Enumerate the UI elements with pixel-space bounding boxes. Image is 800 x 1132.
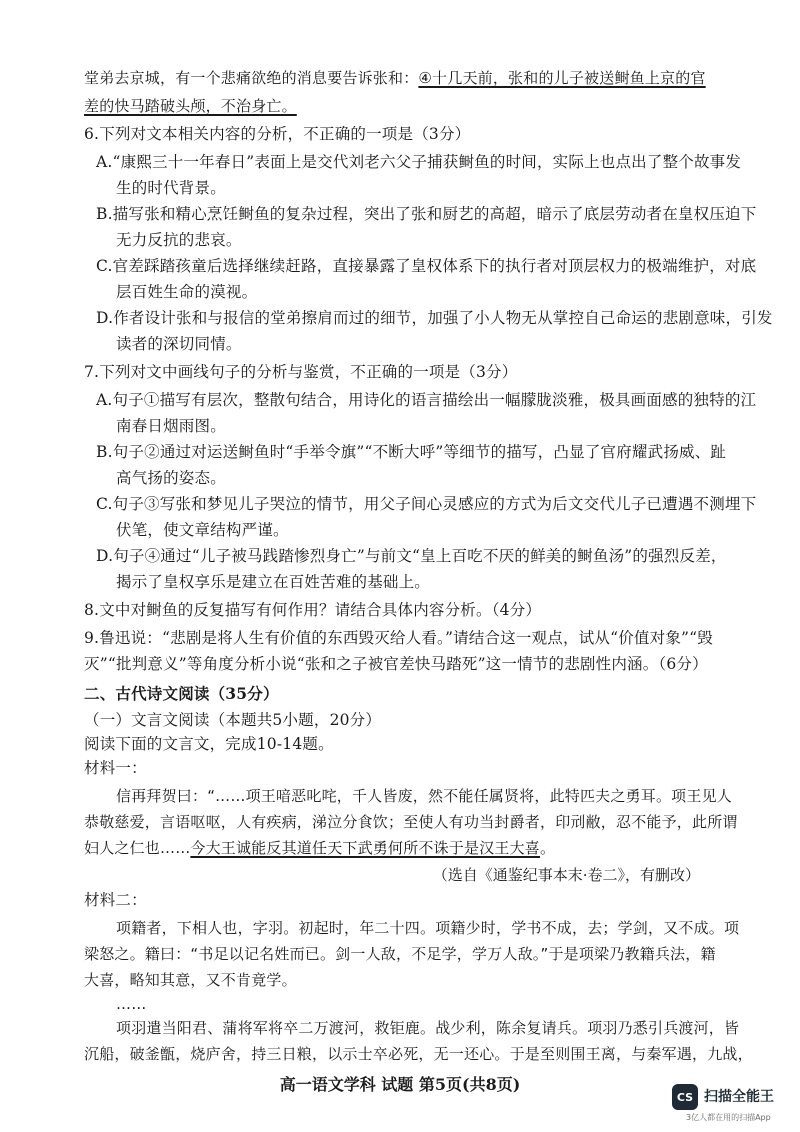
underlined-sentence-4-part2: 差的快马踏破头颅，不治身亡。 (84, 97, 297, 115)
section-2-subtitle: （一）文言文阅读（本题共5小题，20分） (84, 711, 382, 729)
q6-option-b-line1: B.描写张和精心烹饪鲥鱼的复杂过程，突出了张和厨艺的高超，暗示了底层劳动者在皇权压迫下 (96, 205, 757, 223)
material-1-line3-end: 。 (540, 839, 556, 857)
q7-option-d-line1: D.句子④通过“儿子被马践踏惨烈身亡”与前文“皇上百吃不厌的鲜美的鲥鱼汤”的强烈反差， (96, 547, 727, 565)
q6-option-a-line2: 生的时代背景。 (116, 179, 226, 197)
scanner-watermark (672, 1084, 792, 1124)
top-line-1-text: 堂弟去京城，有一个悲痛欲绝的消息要告诉张和： (84, 69, 419, 87)
underlined-punctuation-sentence: 今大王诚能反其道任天下武勇何所不诛于是汉王大喜 (190, 839, 541, 857)
page-footer: 高一语文学科 试题 第5页(共8页) (279, 1075, 521, 1094)
underlined-sentence-4-part1: ④十几天前，张和的儿子被送鲥鱼上京的官 (418, 69, 706, 87)
scanner-brand-tagline: 3亿人都在用的扫描App (686, 1113, 771, 1122)
material-1-line1: 信再拜贺曰：“……项王喑恶叱咤，千人皆废，然不能任属贤将，此特匹夫之勇耳。项王见人 (116, 787, 732, 805)
question-8-stem: 8.文中对鲥鱼的反复描写有何作用？请结合具体内容分析。（4分） (84, 601, 542, 619)
scanner-brand-name: 扫描全能王 (704, 1089, 774, 1105)
q7-option-d-line2: 揭示了皇权享乐是建立在百姓苦难的基础上。 (116, 573, 431, 591)
q6-option-d-line2: 读者的深切同情。 (116, 335, 242, 353)
material-1-label: 材料一： (84, 759, 147, 777)
material-2-line1: 项籍者，下相人也，字羽。初起时，年二十四。项籍少时，学书不成，去；学剑，又不成。项 (116, 919, 740, 937)
q7-option-a-line2: 南春日烟雨图。 (116, 417, 226, 435)
material-1-source: （选自《通鉴纪事本末·卷二》，有删改） (432, 866, 700, 884)
q6-option-c-line1: C.官差踩踏孩童后选择继续赶路，直接暴露了皇权体系下的执行者对顶层权力的极端维护，对底 (96, 257, 757, 275)
q7-option-c-line2: 伏笔，使文章结构严谨。 (116, 521, 289, 539)
q6-option-a-line1: A.“康熙三十一年春日”表面上是交代刘老六父子捕获鲥鱼的时间，实际上也点出了整个故事发 (96, 153, 742, 171)
question-7-stem: 7.下列对文中画线句子的分析与鉴赏，不正确的一项是（3分） (84, 363, 518, 381)
material-2-label: 材料二： (84, 891, 147, 909)
q6-option-d-line1: D.作者设计张和与报信的堂弟擦肩而过的细节，加强了小人物无从掌控自己命运的悲剧意味，引发 (96, 309, 773, 327)
question-9-line1: 9.鲁迅说：“悲剧是将人生有价值的东西毁灭给人看。”请结合这一观点，试从“价值对象”“毁 (84, 629, 713, 647)
material-2-line3: 大喜，略知其意，又不肯竟学。 (84, 971, 297, 989)
material-1-line3-start: 妇人之仁也…… (84, 839, 191, 857)
material-1-line3 (84, 838, 555, 858)
material-2-line4: 项羽遣当阳君、蒲将军将卒二万渡河，救钜鹿。战少利，陈余复请兵。项羽乃悉引兵渡河，皆 (116, 1019, 740, 1037)
q7-option-b-line1: B.句子②通过对运送鲥鱼时“手举令旗”“不断大呼”等细节的描写，凸显了官府耀武扬威、趾 (96, 443, 727, 461)
q6-option-b-line2: 无力反抗的悲哀。 (116, 231, 242, 249)
section-2-instruction: 阅读下面的文言文，完成10-14题。 (84, 735, 334, 753)
q6-option-c-line2: 层百姓生命的漠视。 (116, 283, 258, 301)
material-1-line2: 恭敬慈爱，言语呕呕，人有疾病，涕泣分食饮；至使人有功当封爵者，印刓敝，忍不能予，此所谓 (84, 813, 738, 831)
material-2-ellipsis: …… (116, 995, 147, 1013)
top-line-1 (84, 68, 706, 88)
camscanner-logo-icon: CS (672, 1084, 698, 1110)
question-6-stem: 6.下列对文本相关内容的分析，不正确的一项是（3分） (84, 125, 471, 143)
material-2-line2: 梁怒之。籍曰：“书足以记名姓而已。剑一人敌，不足学，学万人敌。”于是项梁乃教籍兵法，籍 (84, 945, 716, 963)
section-2-title: 二、古代诗文阅读（35分） (84, 684, 279, 703)
q7-option-c-line1: C.句子③写张和梦见儿子哭泣的情节，用父子间心灵感应的方式为后文交代儿子已遭遇不测埋下 (96, 495, 757, 513)
question-9-line2: 灭”“批判意义”等角度分析小说“张和之子被官差快马踏死”这一情节的悲剧性内涵。（6分） (84, 655, 708, 673)
material-2-line5: 沉船，破釜甑，烧庐舍，持三日粮，以示士卒必死，无一还心。于是至则围王离，与秦军遇，九战， (84, 1045, 753, 1063)
q7-option-b-line2: 高气扬的姿态。 (116, 469, 226, 487)
q7-option-a-line1: A.句子①描写有层次，整散句结合，用诗化的语言描绘出一幅朦胧淡雅，极具画面感的独特的江 (96, 391, 757, 409)
